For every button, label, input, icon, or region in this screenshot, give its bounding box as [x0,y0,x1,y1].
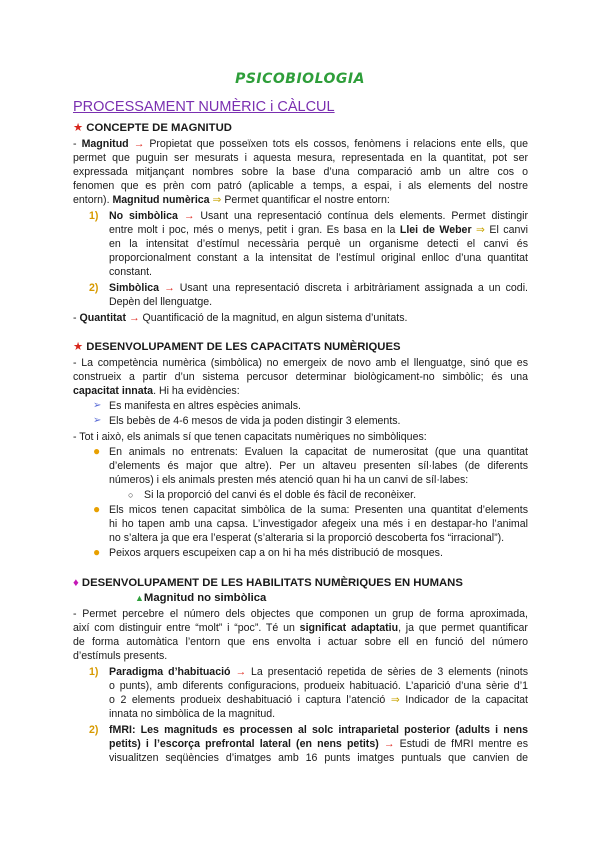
paragraph-line: en la intensitat d’estímul necessària perquè un organisme detecti el canvi és [109,238,528,250]
list-item: En animals no entrenats: Evaluen la capacitat de numerositat (que una quantitat [109,446,528,458]
paragraph-line: números) i els animals presten més atenció quan hi ha un canvi de síl·labes: [109,474,469,486]
paragraph-line: o punts), amb diferents configuracions, produeix habituació. L’aparició d’una sèrie d’1 [109,680,528,692]
list-number: 1) [89,666,99,678]
arrow-bullet-icon: ➢ [93,400,102,411]
paragraph-quantitat: - Quantitat → Quantificació de la magnitud, en algun sistema d’unitats. [73,312,408,324]
paragraph-line: Depèn del llenguatge. [109,296,213,308]
paragraph-line: - Permet percebre el número dels objectes que componen un grup de forma aproximada, [73,608,528,620]
dot-bullet-icon: ● [93,444,101,458]
paragraph-line: d’estímuls presents. [73,650,168,662]
paragraph-line: - La competència numèrica (simbòlica) no emergeix de novo amb el llenguatge, sinó que es [73,357,528,369]
heading-desenvolupament-capacitats: ★ DESENVOLUPAMENT DE LES CAPACITATS NUMÈRIQUES [73,341,401,353]
list-item: Els micos tenen capacitat simbòlica de la suma: Presenten una quantitat d’elements [109,504,528,516]
paragraph-line: no s’altera ja que era l’esperat (s’alteraria si la proporció descoberta fos “irracional”). [109,532,505,544]
list-item-fmri: fMRI: Les magnituds es processen al solc intraparietal posterior (adults i nens [109,724,528,736]
section-heading-processament: PROCESSAMENT NUMÈRIC i CÀLCUL [73,99,335,115]
arrow-right-icon: → [133,138,145,150]
paragraph-line: construeix a partir d’un sistema percusor determinar biològicament-no simbòlic; és una [73,371,528,383]
paragraph-line: constant. [109,266,152,278]
paragraph-line: capacitat innata. Hi ha evidències: [73,385,240,397]
paragraph-line: hi ho tapen amb una capsa. L’investigador afegeix una més i en destapar-ho l’animal [109,518,528,530]
paragraph-line: entre molt i poc, més o menys, petit i gran. Es basa en la Llei de Weber ⇒ El canvi [109,224,528,236]
star-icon: ★ [73,122,84,134]
triangle-icon: ▲ [135,593,144,603]
paragraph-line: innata no simbòlica de la magnitud. [109,708,276,720]
subheading-magnitud-no-simbolica: ▲Magnitud no simbòlica [135,592,267,604]
double-arrow-icon: ⇒ [212,194,222,206]
list-item-no-simbolica: No simbòlica → Usant una representació contínua dels elements. Permet distingir [109,210,528,222]
arrow-right-icon: → [128,312,140,324]
arrow-bullet-icon: ➢ [93,415,102,426]
list-number: 1) [89,210,99,222]
paragraph-line: proporcionalment constant a la intensitat de l’estímul original enlloc d’una quantitat [109,252,528,264]
heading-concepte-magnitud: ★ CONCEPTE DE MAGNITUD [73,122,232,134]
list-number: 2) [89,724,99,736]
arrow-right-icon: → [183,210,195,222]
paragraph-line: de forma automàtica l’entorn que ens envolta i actuar sobre ell en funció del número [73,636,528,648]
arrow-right-icon: → [164,282,175,294]
list-item: Els bebès de 4-6 mesos de vida ja poden distingir 3 elements. [109,415,401,427]
paragraph-line: permet que puguin ser mesurats i aquesta mesura, representada en la quantitat, pot ser [73,152,528,164]
paragraph-line: visualitzen seqüències d’imatges amb 16 punts imatges puntuals que canvien de [109,752,528,764]
diamond-icon: ♦ [73,577,79,589]
list-item-paradigma: Paradigma d’habituació → La presentació repetida de sèries de 3 elements (ninots [109,666,528,678]
list-item: Es manifesta en altres espècies animals. [109,400,301,412]
paragraph-line: així com distinguir entre “molt” i “poc”. Té un significat adaptatiu, ja que permet quantificar [73,622,528,634]
paragraph-line: - Magnitud → Propietat que posseïxen tots els cossos, fenòmens i relacions ente ells, que [73,138,528,150]
heading-desenvolupament-habilitats: ♦ DESENVOLUPAMENT DE LES HABILITATS NUMÈRIQUES EN HUMANS [73,577,463,589]
arrow-right-icon: → [383,738,395,750]
double-arrow-icon: ⇒ [476,224,485,236]
list-number: 2) [89,282,99,294]
document-title: PSICOBIOLOGIA [235,71,365,87]
paragraph-line: expressada mitjançant nombres sobre la base d’una comparació amb un altre cos o [73,166,528,178]
paragraph-line: o 2 elements produeix deshabituació i captura l’atenció ⇒ Indicador de la capacitat [109,694,528,706]
star-icon: ★ [73,341,84,353]
double-arrow-icon: ⇒ [390,694,400,706]
list-item: Peixos arquers escupeixen cap a on hi ha més distribució de mosques. [109,547,443,559]
circle-bullet-icon: ○ [128,490,134,500]
paragraph-line: - Tot i això, els animals sí que tenen capacitats numèriques no simbòliques: [73,431,427,443]
arrow-right-icon: → [235,666,247,678]
list-subitem: Si la proporció del canvi és el doble és fàcil de reconèixer. [144,489,417,501]
paragraph-line: petits) i l’escorça prefrontal lateral (en nens petits) → Estudi de fMRI mentre es [109,738,528,750]
list-item-simbolica: Simbòlica → Usant una representació discreta i arbitràriament assignada a un codi. [109,282,528,294]
paragraph-line: entorn). Magnitud numèrica ⇒ Permet quantificar el nostre entorn: [73,194,390,206]
dot-bullet-icon: ● [93,545,101,559]
paragraph-line: fenomen que es prèn com patró (aplicable a temps, a espai, i als elements del nostre [73,180,528,192]
paragraph-line: d’elements és major que altre). Per un altaveu presenten síl·labes (de diferents [109,460,528,472]
dot-bullet-icon: ● [93,502,101,516]
